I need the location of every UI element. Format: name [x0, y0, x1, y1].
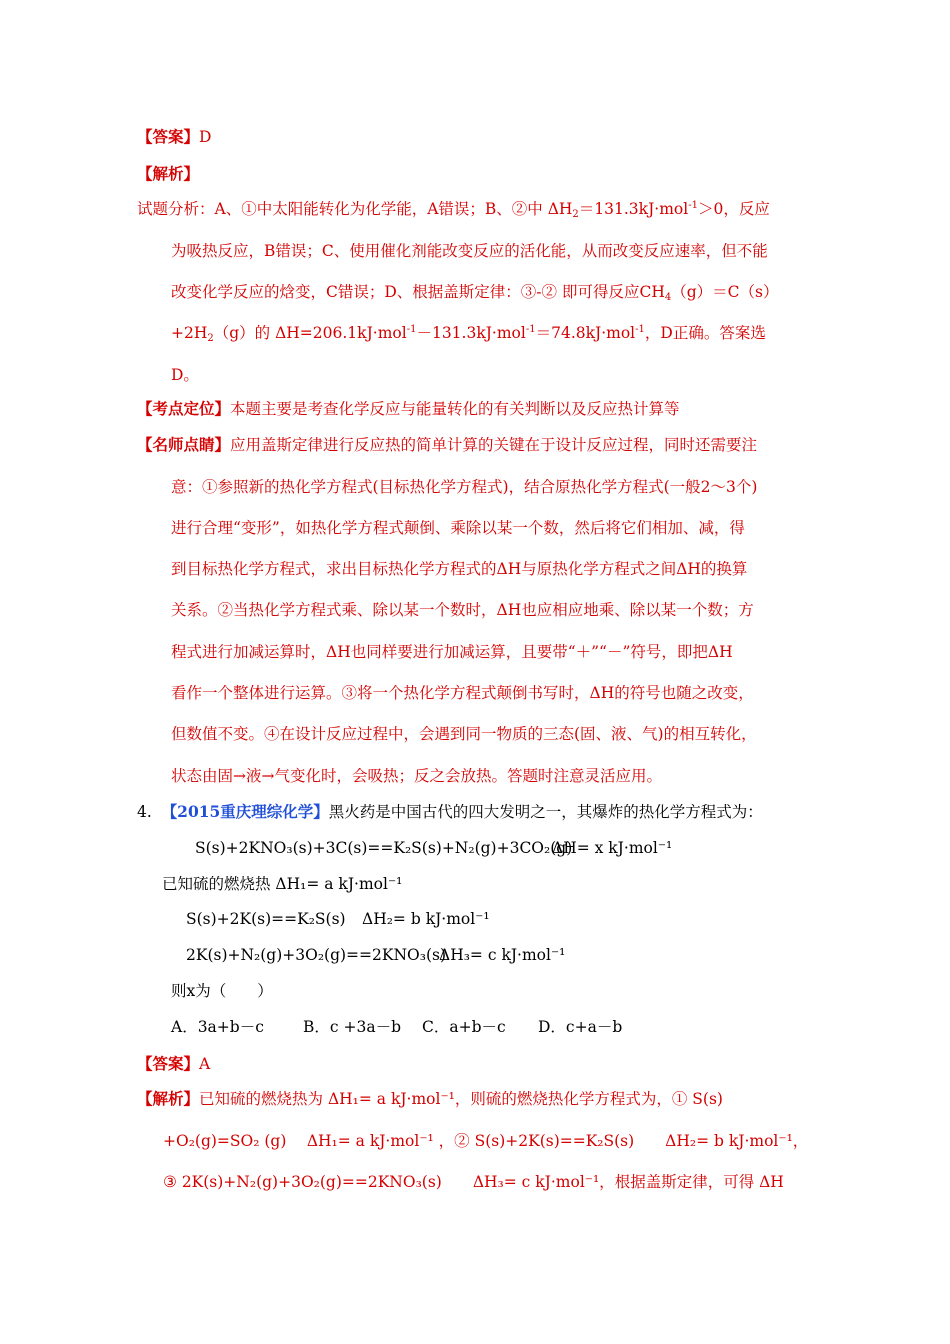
equation-3: 2K(s)+N₂(g)+3O₂(g)==2KNO₃(s) — [186, 946, 447, 964]
analysis-line-2: 为吸热反应，B错误；C、使用催化剂能改变反应的活化能，从而改变反应速率，但不能 — [171, 242, 768, 260]
mingshi-line-7: 看作一个整体进行运算。③将一个热化学方程式颠倒书写时，ΔH的符号也随之改变， — [171, 684, 754, 702]
mingshi-line-4: 到目标热化学方程式，求出目标热化学方程式的ΔH与原热化学方程式之间ΔH的换算 — [171, 560, 748, 578]
question-source: 【2015重庆理综化学】 — [161, 802, 329, 821]
equation-3-dh: ΔH₃= c kJ·mol⁻¹ — [439, 946, 566, 964]
equation-2-dh: ΔH₂= b kJ·mol⁻¹ — [362, 910, 490, 928]
analysis-2-line-1: 【解析】已知硫的燃烧热为 ΔH₁= a kJ·mol⁻¹，则硫的燃烧热化学方程式为，① S(s) — [137, 1089, 723, 1108]
mingshi-line-6: 程式进行加减运算时，ΔH也同样要进行加减运算，且要带“＋”“－”符号，即把ΔH — [171, 643, 733, 661]
mingshi-line-8: 但数值不变。④在设计反应过程中，会遇到同一物质的三态(固、液、气)的相互转化， — [171, 725, 757, 743]
kaodian-line — [137, 398, 680, 420]
analysis-2-label: 【解析】 — [137, 1089, 200, 1108]
mingshi-line-9: 状态由固→液→气变化时，会吸热；反之会放热。答题时注意灵活应用。 — [171, 767, 662, 785]
answer-2-label: 【答案】 — [137, 1054, 200, 1073]
answer-value: D — [199, 128, 212, 146]
kaodian-label: 【考点定位】 — [137, 399, 231, 418]
known-line: 已知硫的燃烧热 ΔH₁= a kJ·mol⁻¹ — [162, 875, 403, 893]
option-a: A．3a+b－c — [171, 1018, 264, 1036]
mingshi-line-5: 关系。②当热化学方程式乘、除以某一个数时，ΔH也应相应地乘、除以某一个数；方 — [171, 601, 754, 619]
analysis-line-5: D。 — [171, 366, 199, 384]
analysis-2-line-2: +O₂(g)=SO₂ (g) ΔH₁= a kJ·mol⁻¹ ，② S(s)+2K(s)==K₂S(s) ΔH₂= b kJ·mol⁻¹， — [163, 1132, 809, 1150]
option-b: B．c +3a－b — [303, 1018, 402, 1036]
kaodian-text: 本题主要是考查化学反应与能量转化的有关判断以及反应热计算等 — [230, 400, 680, 418]
mingshi-line-1: 【名师点睛】应用盖斯定律进行反应热的简单计算的关键在于设计反应过程，同时还需要注 — [137, 435, 758, 454]
analysis-label: 【解析】 — [137, 164, 200, 183]
answer-label: 【答案】 — [137, 127, 200, 146]
equation-main-dh: ΔH= x kJ·mol⁻¹ — [552, 839, 673, 857]
option-d: D．c+a－b — [538, 1018, 623, 1036]
question-4-stem — [137, 801, 763, 823]
mingshi-line-2: 意：①参照新的热化学方程式(目标热化学方程式)，结合原热化学方程式(一般2～3个) — [171, 478, 758, 496]
analysis-line-1: 试题分析：A、①中太阳能转化为化学能，A错误；B、②中 $\Delta H_2=131.3kJ\cdot mol^{-1}>0$，反应 — [137, 200, 770, 220]
mingshi-label: 【名师点睛】 — [137, 435, 231, 454]
answer-2-line — [137, 1053, 210, 1075]
analysis-line-3: 改变化学反应的焓变，C错误；D、根据盖斯定律：③-② 即可得反应$CH_4(g)=C(s)$ — [171, 283, 779, 303]
analysis-2-line-3: ③ 2K(s)+N₂(g)+3O₂(g)==2KNO₃(s) ΔH₃= c kJ·mol⁻¹，根据盖斯定律，可得 ΔH — [163, 1173, 784, 1191]
analysis-line-4: $+2H_2(g)$的 ΔH=206.1kJ·mol$^{-1}$－131.3kJ·mol$^{-1}$＝74.8kJ·mol$^{-1}$，D正确。答案选 — [171, 324, 766, 344]
equation-main: S(s)+2KNO₃(s)+3C(s)==K₂S(s)+N₂(g)+3CO₂(g) — [195, 839, 573, 857]
mingshi-line-3: 进行合理“变形”，如热化学方程式颠倒、乘除以某一个数，然后将它们相加、减，得 — [171, 519, 745, 537]
answer-2-value: A — [199, 1055, 211, 1073]
option-c: C．a+b－c — [422, 1018, 506, 1036]
question-number: 4. — [137, 803, 152, 821]
answer-line — [137, 126, 211, 148]
question-ask: 则x为（ ） — [171, 982, 273, 1000]
question-text: 黑火药是中国古代的四大发明之一，其爆炸的热化学方程式为： — [328, 803, 763, 821]
equation-2: S(s)+2K(s)==K₂S(s) — [186, 910, 346, 928]
